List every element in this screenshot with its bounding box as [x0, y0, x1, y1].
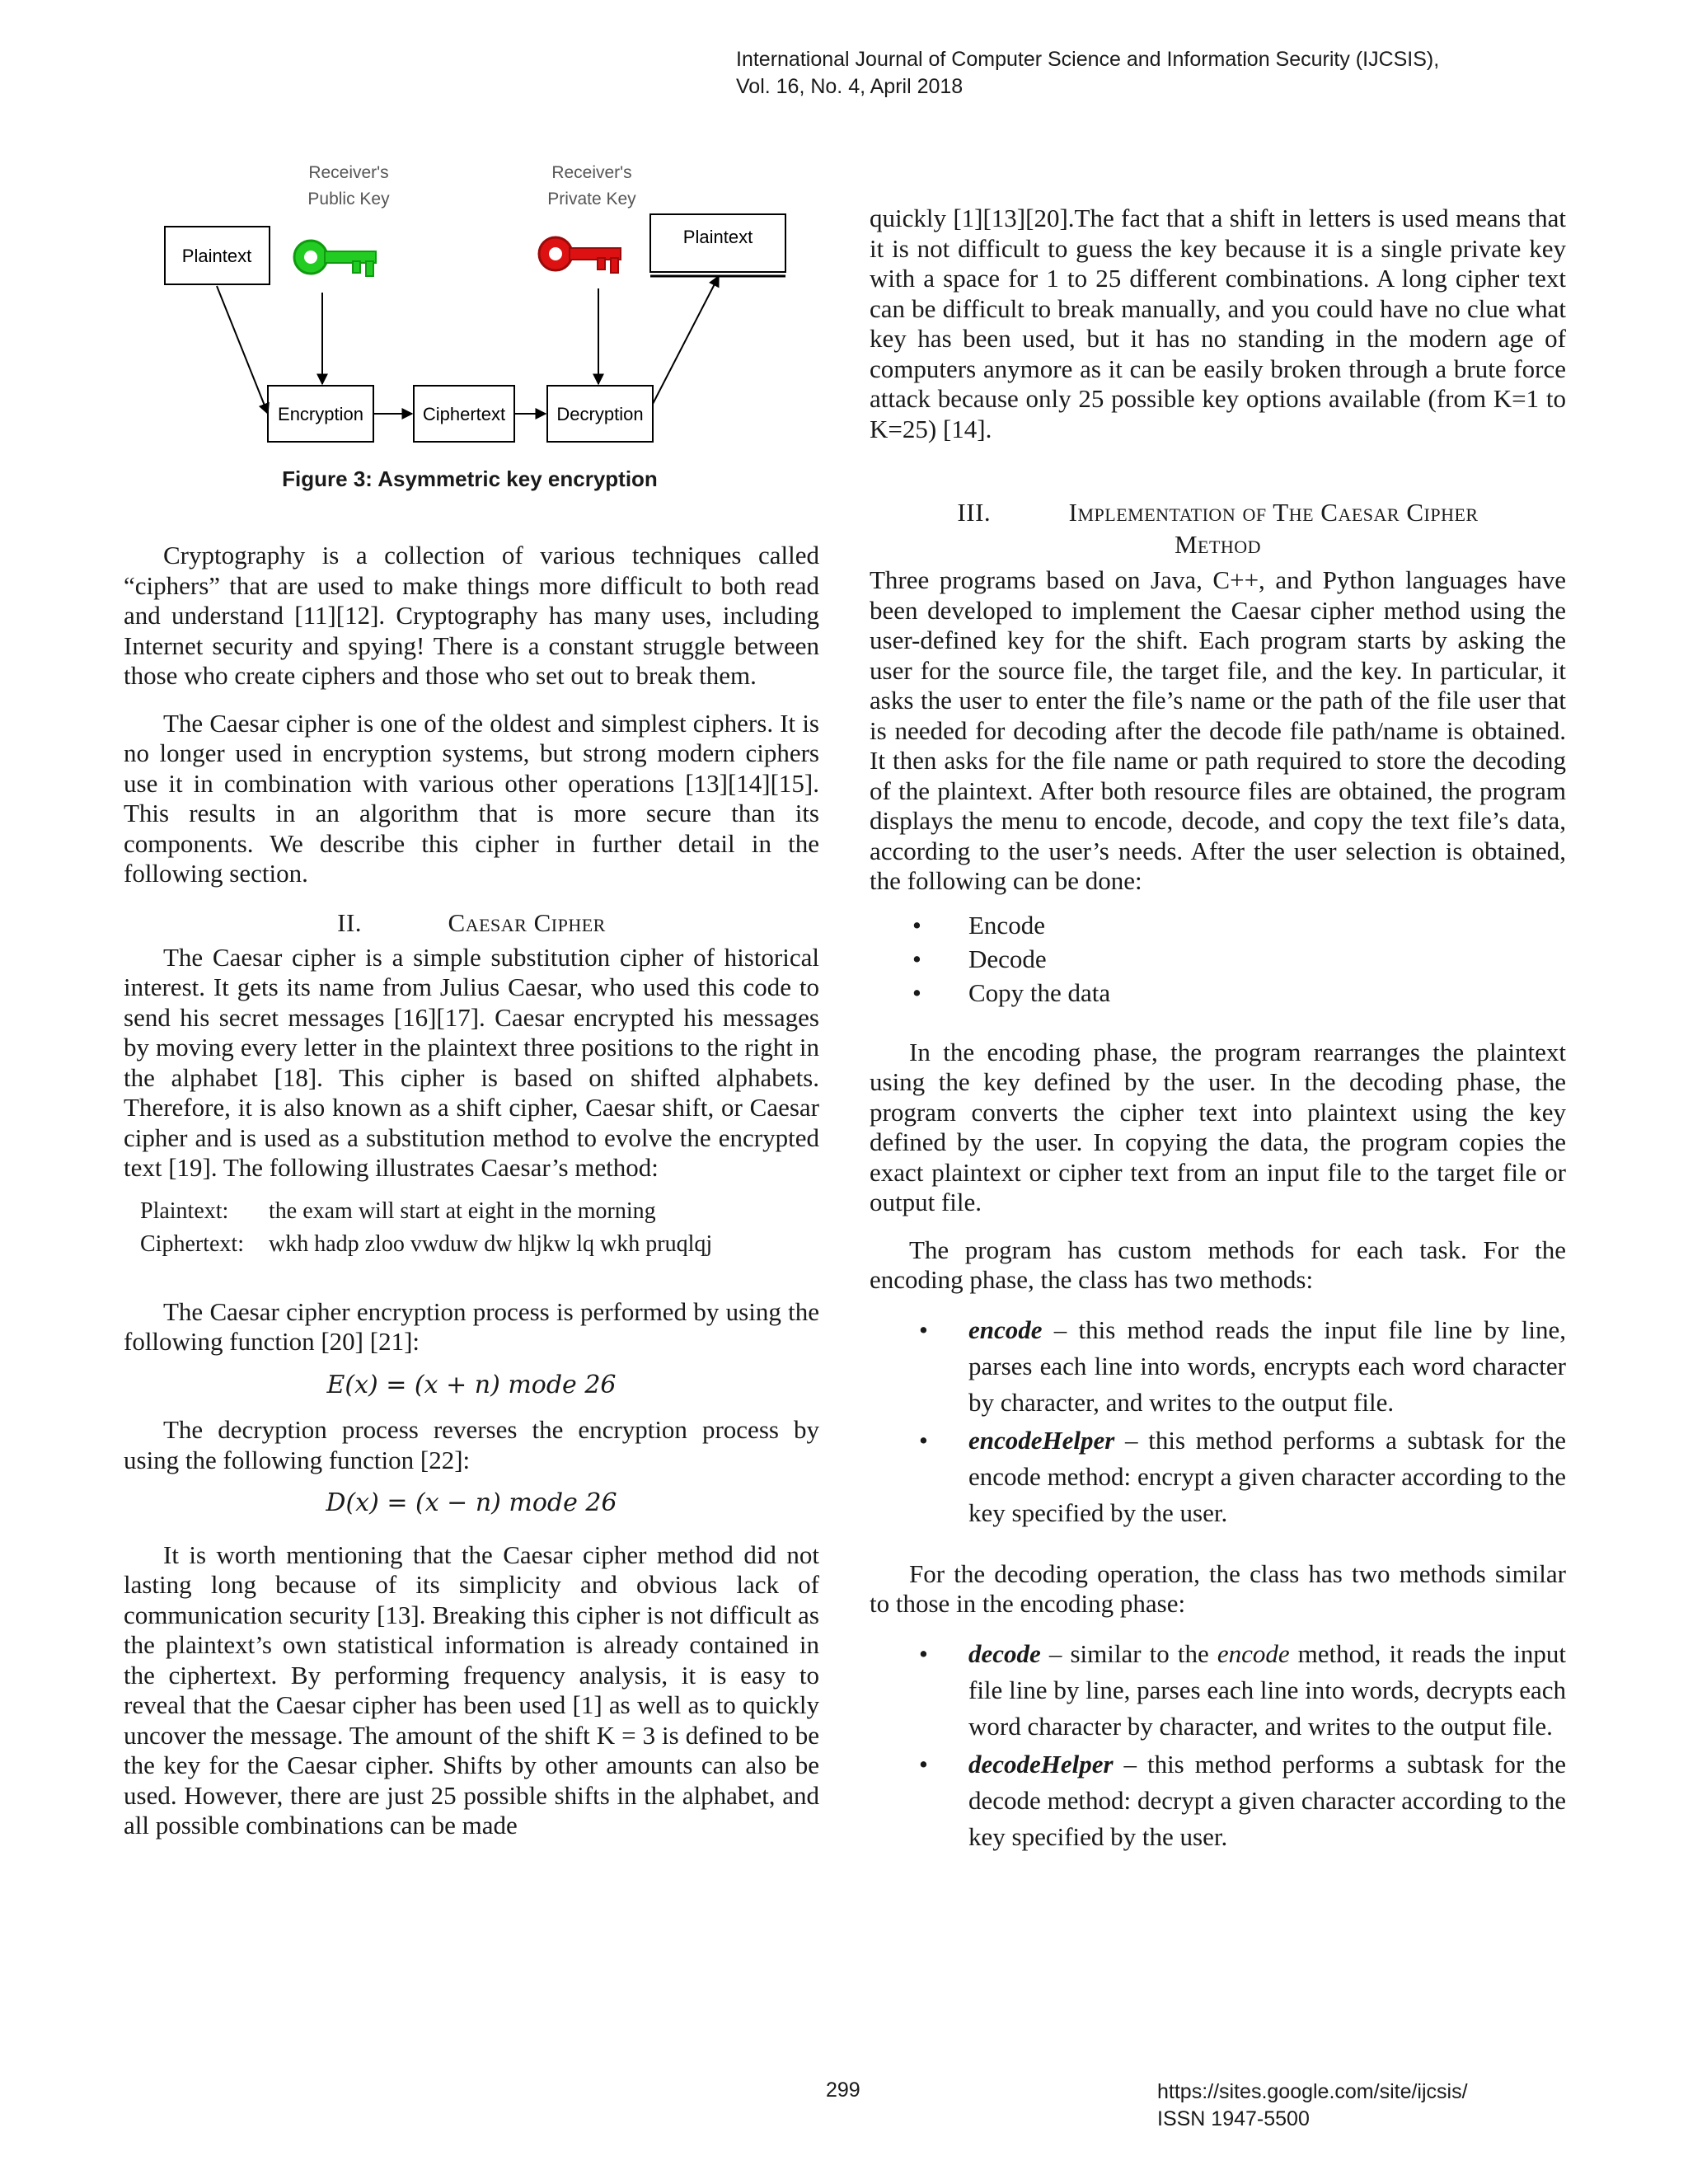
journal-footer: [1157, 2079, 1468, 2133]
section-number: III.: [957, 498, 992, 527]
journal-issn: ISSN 1947-5500: [1157, 2107, 1310, 2130]
paragraph-cryptography: Cryptography is a collection of various techniques called “ciphers” that are used to make things more difficult to both read and understand [11][12]. Cryptography has many uses, including Internet security and spying! There is a constant struggle between those who create ciphers and those who set out to break them.: [124, 541, 819, 690]
example-label: Plaintext:: [140, 1197, 229, 1224]
paragraph-brute-force: quickly [1][13][20].The fact that a shift in letters is used means that it is not difficult to guess the key because it is a single private key with a space for 1 to 25 different combinations. A long cipher text can be difficult to break manually, and you could have no clue what key has been used, but it has no standing in the modern age of computers anymore as it can be easily broken through a brute force attack because only 25 possible key options available (from K=1 to K=25) [14].: [870, 204, 1566, 443]
example-row-plaintext: [140, 1195, 737, 1228]
decoding-methods-list: [870, 1636, 1566, 1855]
method-description: method, it reads the input file line by line, parses each line into words, decrypts each word character by character, and writes to the output file.: [968, 1638, 1566, 1741]
arrow-plaintext-to-encryption: [217, 286, 268, 414]
formula-encryption: E(x) = (x + n) mode 26: [326, 1370, 617, 1399]
public-key-label-line1: Receiver's: [308, 163, 389, 182]
decryption-label: Decryption: [556, 404, 644, 424]
method-description: – this method reads the input file line by line, parses each line into words, encrypts each word character by character, and writes to the output file.: [968, 1315, 1566, 1417]
section-title: Implementation of The Caesar Cipher: [1068, 498, 1479, 527]
example-label: Ciphertext:: [140, 1230, 244, 1257]
example-row-ciphertext: [140, 1228, 737, 1261]
method-description: – this method performs a subtask for the encode method: encrypt a given character according to the key specified by the user.: [968, 1425, 1566, 1527]
example-value: the exam will start at eight in the morning: [268, 1197, 656, 1224]
figure-caption: Figure 3: Asymmetric key encryption: [282, 466, 658, 491]
encoding-methods-list: [870, 1312, 1566, 1531]
journal-header-line2: Vol. 16, No. 4, April 2018: [736, 75, 964, 98]
formula-decryption: D(x) = (x − n) mode 26: [326, 1488, 617, 1517]
section-heading-implementation: [870, 497, 1566, 560]
section-heading-caesar-cipher: [124, 907, 819, 940]
journal-header-line1: International Journal of Computer Science and Information Security (IJCSIS),: [736, 48, 1440, 71]
right-column: [870, 204, 1566, 1857]
method-description: – similar to the: [1040, 1638, 1217, 1668]
plaintext-right-label: Plaintext: [682, 227, 753, 247]
encryption-label: Encryption: [278, 404, 363, 424]
list-item: • Encode: [870, 908, 1566, 942]
private-key-label-line1: Receiver's: [551, 163, 632, 182]
arrow-decryption-to-plaintext: [653, 276, 719, 404]
section-title: Caesar Cipher: [448, 907, 606, 937]
paragraph-caesar-weakness: It is worth mentioning that the Caesar cipher method did not lasting long because of its simplicity and obvious lack of communication security [13]. Breaking this cipher is not difficult as the plaintext’s own statistical information is already contained in the ciphertext. By performing frequency analysis, it is easy to reveal that the Caesar cipher has been used [1] as well as to quickly uncover the message. The amount of the shift K = 3 is defined to be the key for the Caesar cipher. Shifts by other amounts can also be used. However, there are just 25 possible shifts in the alphabet, and all possible combinations can be made: [124, 1540, 819, 1840]
paragraph-decryption-function: The decryption process reverses the encryption process by using the following function [22]:: [124, 1415, 819, 1474]
public-key-icon: [294, 241, 376, 276]
list-item: [870, 1636, 1566, 1745]
public-key-label-line2: Public Key: [307, 190, 390, 209]
menu-options-list: [870, 908, 1566, 1010]
private-key-label-line2: Private Key: [547, 190, 636, 209]
example-value: wkh hadp zloo vwduw dw hljkw lq wkh pruqlqj: [268, 1230, 713, 1257]
ciphertext-label: Ciphertext: [422, 404, 506, 424]
method-name: encode: [968, 1315, 1043, 1344]
method-name: encodeHelper: [968, 1425, 1115, 1455]
plaintext-left-label: Plaintext: [181, 246, 252, 266]
list-item: • Decode: [870, 942, 1566, 976]
method-description: – this method performs a subtask for the decode method: decrypt a given character according to the key specified by the user.: [968, 1749, 1566, 1851]
paragraph-caesar-intro: The Caesar cipher is one of the oldest and simplest ciphers. It is no longer used in encryption systems, but strong modern ciphers use it in combination with various other operations [13][14][15]. This results in an algorithm that is more secure than its components. We describe this cipher in further detail in the following section.: [124, 708, 819, 888]
method-name: decode: [968, 1638, 1041, 1668]
list-item: [870, 1746, 1566, 1855]
paragraph-decoding-methods: For the decoding operation, the class has two methods similar to those in the encoding phase:: [870, 1558, 1566, 1618]
paragraph-phases: In the encoding phase, the program rearranges the plaintext using the key defined by the user. In the decoding phase, the program converts the cipher text into plaintext using the key defined by the user. In copying the data, the program copies the exact plaintext or cipher text from an input file to the target file or output file.: [870, 1037, 1566, 1216]
page-number: 299: [826, 2079, 860, 2102]
list-item: [870, 1422, 1566, 1531]
method-reference: encode: [1217, 1638, 1290, 1668]
list-item: • Copy the data: [870, 976, 1566, 1010]
paragraph-encoding-methods: The program has custom methods for each task. For the encoding phase, the class has two methods:: [870, 1235, 1566, 1294]
private-key-icon: [539, 237, 621, 273]
journal-header: [736, 46, 1439, 101]
paragraph-implementation: Three programs based on Java, C++, and Python languages have been developed to implement the Caesar cipher method using the user-defined key for the shift. Each program starts by asking the user for the source file, the target file, and the key. In particular, it asks the user to enter the file’s name or the path of the file user that is needed for decoding after the decode file path/name is obtained. It then asks for the file name or path required to store the decoding of the plaintext. After both resource files are obtained, the program displays the menu to encode, decode, and copy the text file’s data, according to the user’s needs. After the user selection is obtained, the following can be done:: [870, 565, 1566, 895]
method-name: decodeHelper: [968, 1749, 1114, 1779]
caesar-example-table: [140, 1195, 737, 1261]
section-number: II.: [337, 907, 363, 937]
left-column: [124, 541, 819, 1841]
paragraph-encryption-function: The Caesar cipher encryption process is performed by using the following function [20] [21]:: [124, 1296, 819, 1356]
list-item: [870, 1312, 1566, 1421]
paragraph-caesar-description: The Caesar cipher is a simple substitution cipher of historical interest. It gets its name from Julius Caesar, who used this code to send his secret messages [16][17]. Caesar encrypted his messages by moving every letter in the plaintext three positions to the right in the alphabet [18]. This cipher is based on shifted alphabets. Therefore, it is also known as a shift cipher, Caesar shift, or Caesar cipher and is used as a substitution method to evolve the encrypted text [19]. The following illustrates Caesar’s method:: [124, 942, 819, 1182]
journal-url: https://sites.google.com/site/ijcsis/: [1157, 2080, 1468, 2103]
asymmetric-encryption-diagram: [148, 157, 808, 470]
section-title-continued: Method: [1174, 530, 1262, 559]
